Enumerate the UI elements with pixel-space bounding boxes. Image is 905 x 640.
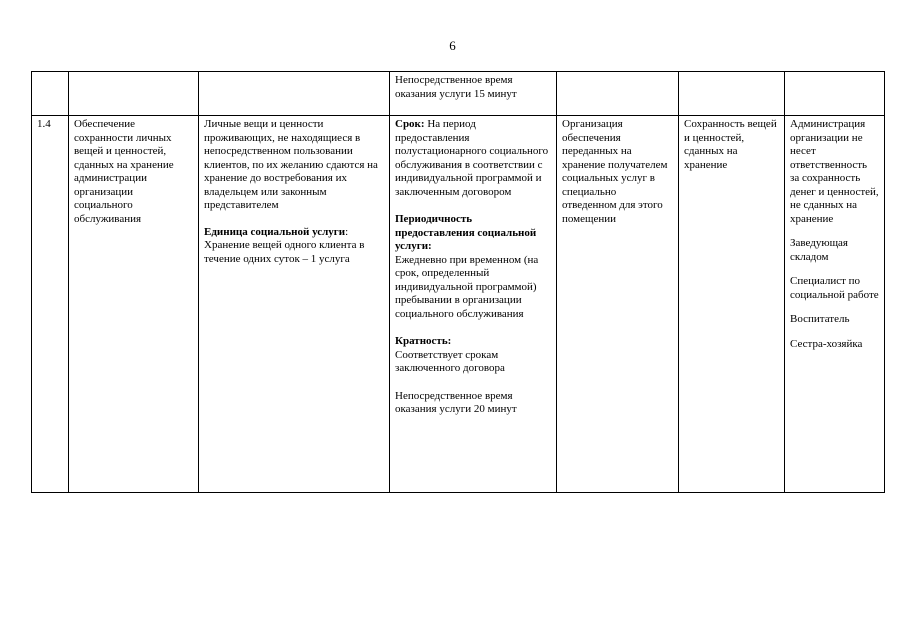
- service-terms-cell: [390, 116, 557, 493]
- service-conditions: Организация обеспечения переданных на хранение получателем социальных услуг в специально отведенном для этого помещении: [557, 116, 679, 493]
- service-periodicity: [395, 213, 551, 321]
- responsible-item: Администрация организации не несет ответственность за сохранность денег и ценностей, не сданных на хранение: [790, 118, 879, 225]
- table-row-service: [32, 116, 885, 493]
- service-number: 1.4: [32, 116, 69, 493]
- service-frequency: [395, 335, 551, 376]
- periodicity-label: Периодичность предоставления социальной услуги:: [395, 213, 537, 252]
- service-unit: [204, 226, 384, 267]
- term-label: Срок:: [395, 118, 425, 130]
- cell-conditions: [557, 72, 679, 116]
- service-responsible-cell: [785, 116, 885, 493]
- service-result: Сохранность вещей и ценностей, сданных на хранение: [679, 116, 785, 493]
- cell-number: [32, 72, 69, 116]
- page-number: 6: [449, 38, 456, 53]
- cell-name: [69, 72, 199, 116]
- service-term: [395, 118, 551, 199]
- cell-responsible: [785, 72, 885, 116]
- unit-label: Единица социальной услуги: [204, 225, 346, 238]
- services-table: [31, 71, 885, 493]
- responsible-item: Воспитатель: [790, 313, 850, 325]
- table-row-continuation: [32, 72, 885, 116]
- frequency-label: Кратность:: [395, 335, 452, 347]
- cell-duration: Непосредственное время оказания услуги 15 минут: [390, 72, 557, 116]
- cell-description: [199, 72, 390, 116]
- unit-text: Хранение вещей одного клиента в течение одних суток – 1 услуга: [204, 239, 365, 265]
- frequency-text: Соответствует срокам заключенного договора: [395, 348, 505, 374]
- service-name: Обеспечение сохранности личных вещей и ценностей, сданных на хранение администрации организации социального обслуживания: [69, 116, 199, 493]
- service-description: Личные вещи и ценности проживающих, не находящиеся в непосредственном пользовании клиентов, по их желанию сдаются на хранение до востребования их владельцем или законным представителем: [204, 118, 378, 211]
- unit-colon: :: [345, 225, 349, 238]
- service-description-cell: [199, 116, 390, 493]
- service-duration: Непосредственное время оказания услуги 20 минут: [395, 389, 517, 415]
- responsible-item: Заведующая складом: [790, 237, 848, 263]
- term-text: На период предоставления полустационарного социального обслуживания в соответствии с индивидуальной программой и заключенным договором: [395, 118, 549, 198]
- responsible-item: Сестра-хозяйка: [790, 337, 863, 350]
- periodicity-text: Ежедневно при временном (на срок, определенный индивидуальной программой) пребывании в организации социального обслуживания: [395, 253, 539, 320]
- cell-result: [679, 72, 785, 116]
- responsible-item: Специалист по социальной работе: [790, 275, 879, 301]
